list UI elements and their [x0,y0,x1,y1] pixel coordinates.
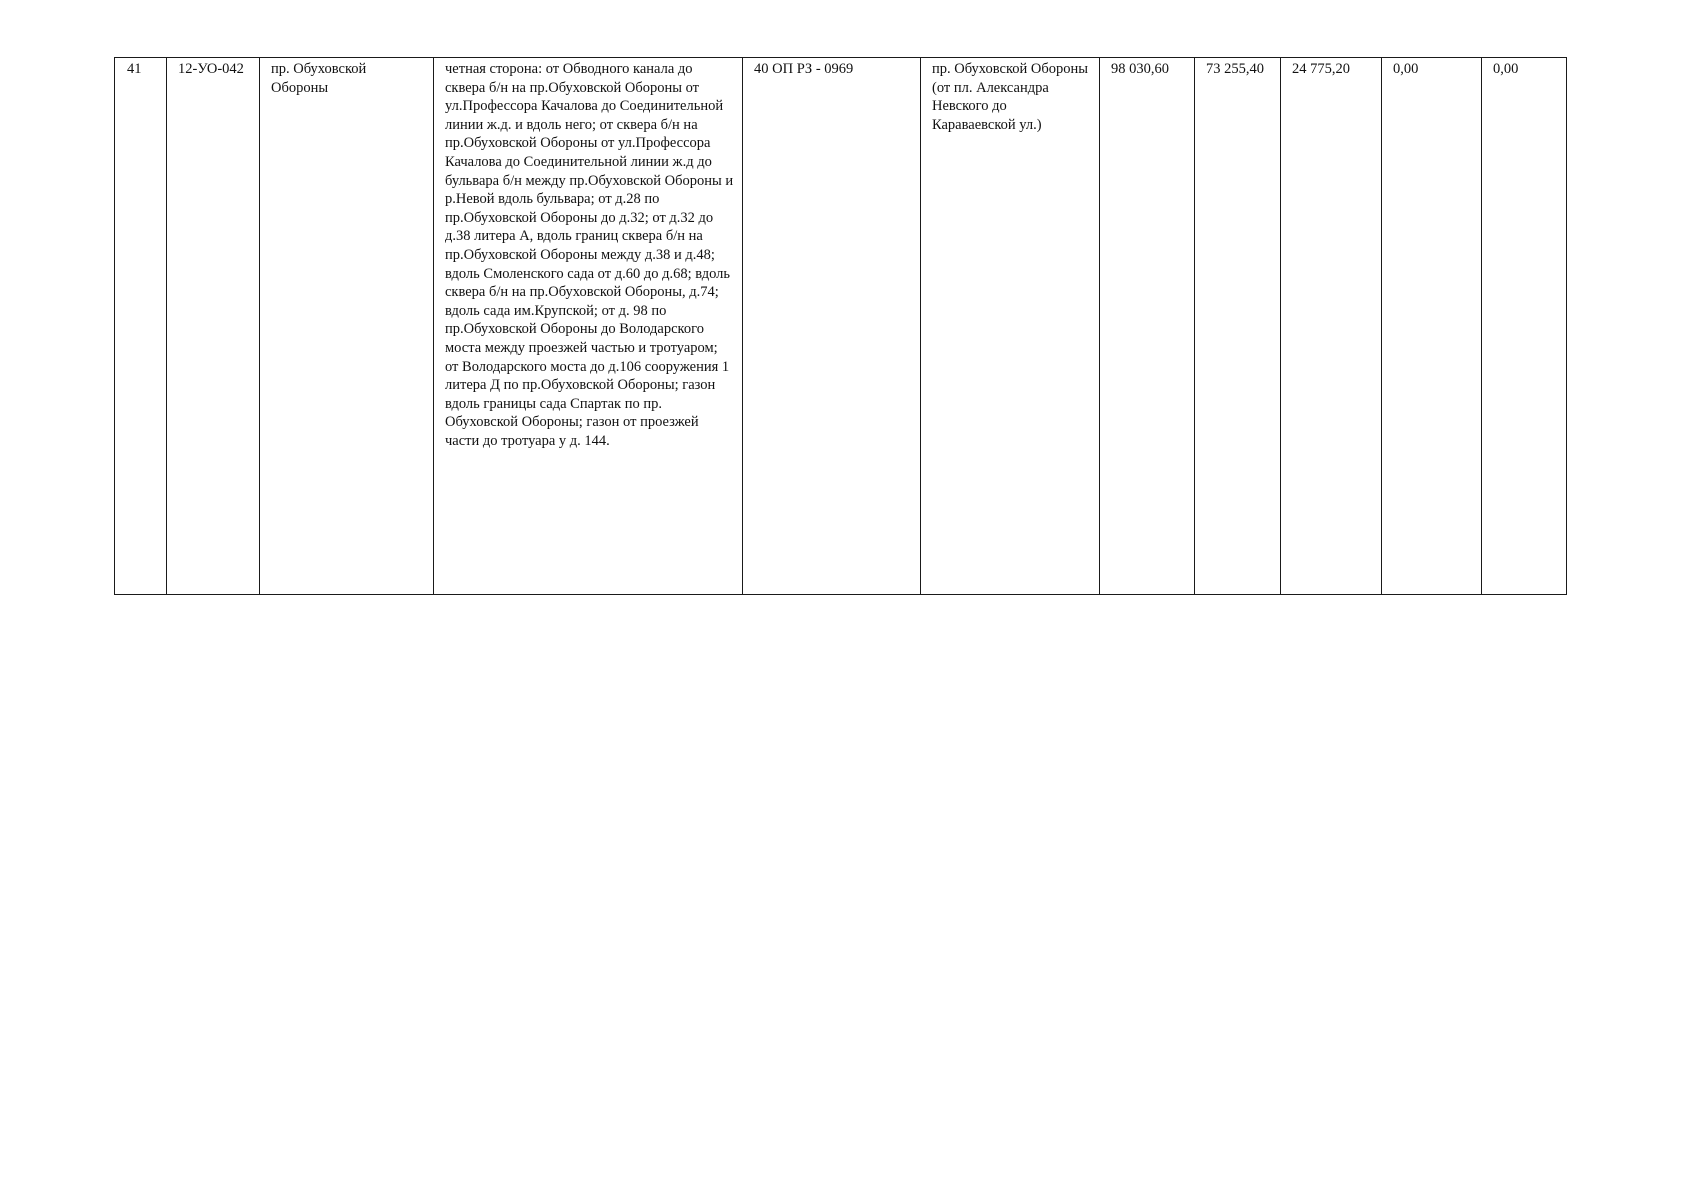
road-id-cell: 40 ОП РЗ - 0969 [743,58,921,595]
object-code-cell: 12-УО-042 [167,58,260,595]
value-cell-2: 73 255,40 [1195,58,1281,595]
value-cell-3: 24 775,20 [1281,58,1382,595]
value-cell-5: 0,00 [1482,58,1567,595]
value-cell-1: 98 030,60 [1100,58,1195,595]
row-number-cell: 41 [115,58,167,595]
road-name-cell: пр. Обуховской Обороны (от пл. Александра Невского до Караваевской ул.) [921,58,1100,595]
registry-table [114,57,1567,595]
boundary-description-cell: четная сторона: от Обводного канала до сквера б/н на пр.Обуховской Обороны от ул.Профессора Качалова до Соединительной линии ж.д. и вдоль него; от сквера б/н на пр.Обуховской Обороны от ул.Профессора Качалова до Соединительной линии ж.д до бульвара б/н между пр.Обуховской Обороны и р.Невой вдоль бульвара; от д.28 по пр.Обуховской Обороны до д.32; от д.32 до д.38 литера А, вдоль границ сквера б/н на пр.Обуховской Обороны между д.38 и д.48; вдоль Смоленского сада от д.60 до д.68; вдоль сквера б/н на пр.Обуховской Обороны, д.74; вдоль сада им.Крупской; от д. 98 по пр.Обуховской Обороны до Володарского моста между проезжей частью и тротуаром; от Володарского моста до д.106 сооружения 1 литера Д по пр.Обуховской Обороны; газон вдоль границы сада Спартак по пр. Обуховской Обороны; газон от проезжей части до тротуара у д. 144. [434,58,743,595]
table-row [115,58,1567,595]
value-cell-4: 0,00 [1382,58,1482,595]
street-name-cell: пр. Обуховской Обороны [260,58,434,595]
